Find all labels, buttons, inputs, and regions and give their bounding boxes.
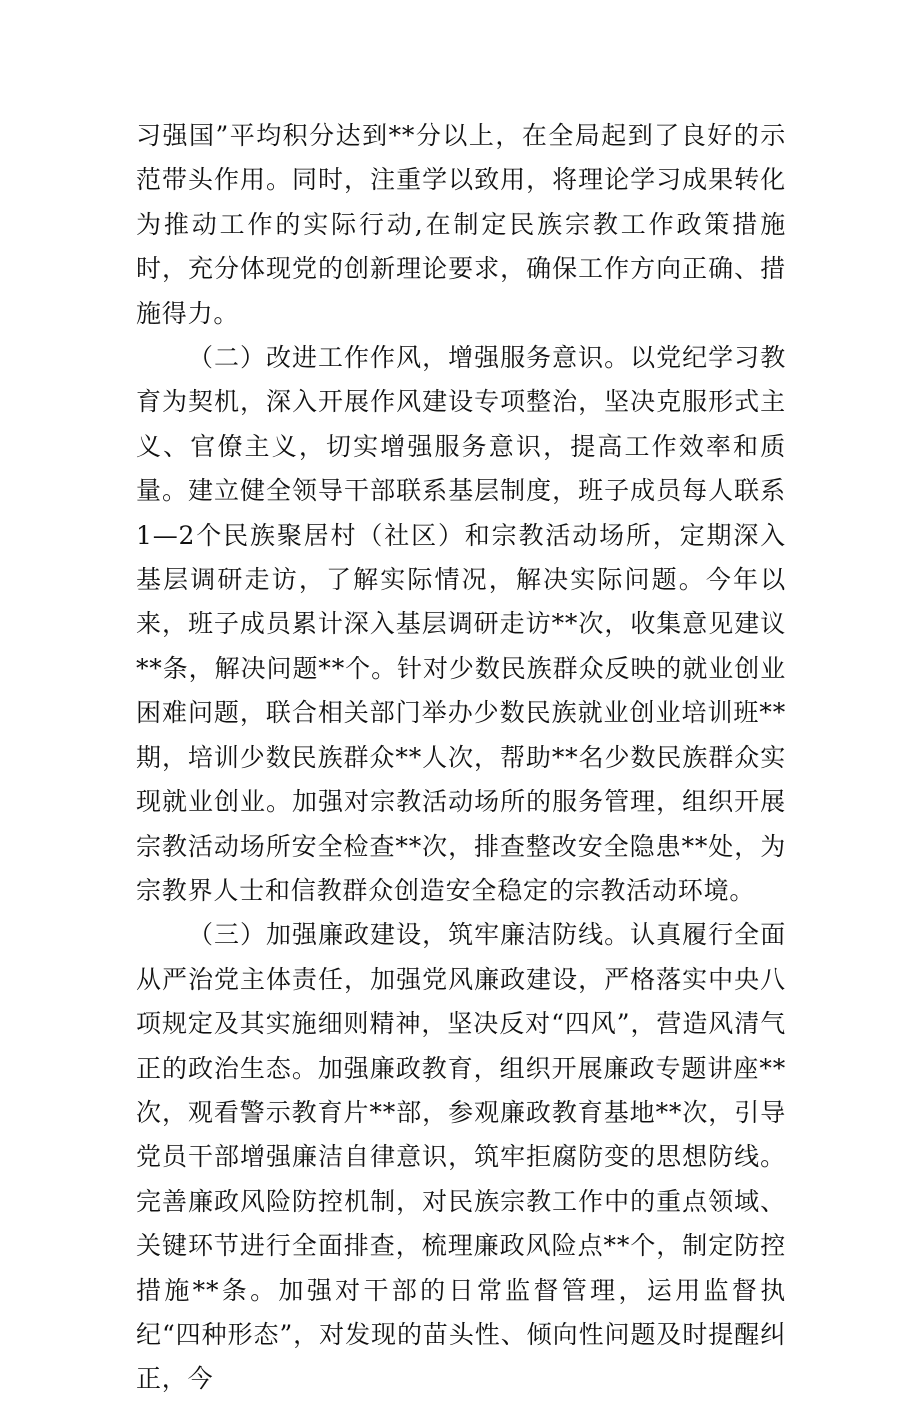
paragraph-integrity-building: （三）加强廉政建设，筑牢廉洁防线。认真履行全面从严治党主体责任，加强党风廉政建设，严格落实中央八项规定及其实施细则精神，坚决反对“四风”，营造风清气正的政治生态。加强廉政教育，组织开展廉政专题讲座**次，观看警示教育片**部，参观廉政教育基地**次，引导党员干部增强廉洁自律意识，筑牢拒腐防变的思想防线。完善廉政风险防控机制，对民族宗教工作中的重点领域、关键环节进行全面排查，梳理廉政风险点**个，制定防控措施**条。加强对干部的日常监督管理，运用监督执纪“四种形态”，对发现的苗头性、倾向性问题及时提醒纠正，今	[136, 920, 786, 1394]
paragraph-work-style: （二）改进工作作风，增强服务意识。以党纪学习教育为契机，深入开展作风建设专项整治，坚决克服形式主义、官僚主义，切实增强服务意识，提高工作效率和质量。建立健全领导干部联系基层制度，班子成员每人联系1—2个民族聚居村（社区）和宗教活动场所，定期深入基层调研走访，了解实际情况，解决实际问题。今年以来，班子成员累计深入基层调研走访**次，收集意见建议**条，解决问题**个。针对少数民族群众反映的就业创业困难问题，联合相关部门举办少数民族就业创业培训班**期，培训少数民族群众**人次，帮助**名少数民族群众实现就业创业。加强对宗教活动场所的服务管理，组织开展宗教活动场所安全检查**次，排查整改安全隐患**处，为宗教界人士和信教群众创造安全稳定的宗教活动环境。	[136, 343, 786, 905]
document-body	[136, 114, 786, 1402]
paragraph-study-continuation: 习强国”平均积分达到**分以上，在全局起到了良好的示范带头作用。同时，注重学以致用，将理论学习成果转化为推动工作的实际行动,在制定民族宗教工作政策措施时，充分体现党的创新理论要求，确保工作方向正确、措施得力。	[136, 121, 786, 328]
